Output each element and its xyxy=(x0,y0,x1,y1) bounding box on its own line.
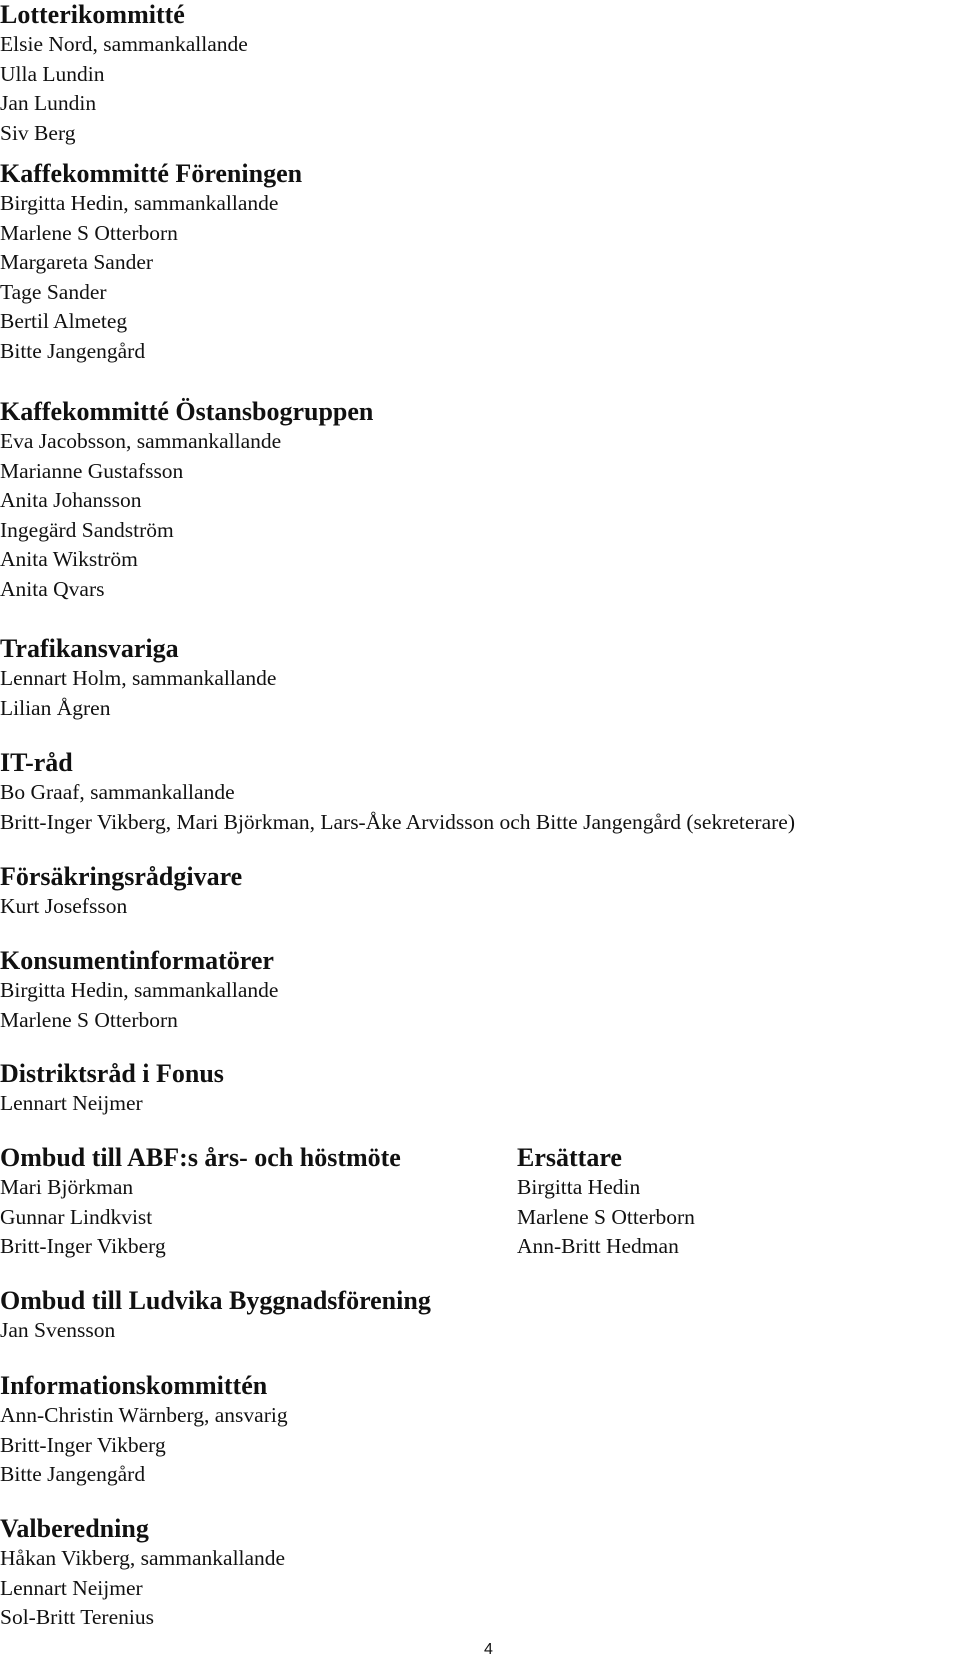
section-heading: Kaffekommitté Östansbogruppen xyxy=(0,397,374,426)
member-line: Britt-Inger Vikberg xyxy=(0,1234,166,1258)
member-line: Lennart Neijmer xyxy=(0,1091,143,1115)
member-line: Marianne Gustafsson xyxy=(0,458,184,483)
member-line: Marlene S Otterborn xyxy=(517,1204,695,1229)
member-line: Ann-Britt Hedman xyxy=(517,1234,679,1258)
section-informationskommitten xyxy=(0,1371,288,1490)
member-line: Ingegärd Sandström xyxy=(0,517,174,542)
member-line: Kurt Josefsson xyxy=(0,894,128,918)
member-line: Birgitta Hedin, sammankallande xyxy=(0,978,279,1002)
section-it-rad xyxy=(0,748,795,837)
member-line: Jan Svensson xyxy=(0,1318,116,1342)
member-line: Lilian Ågren xyxy=(0,695,111,720)
member-line: Anita Wikström xyxy=(0,547,138,571)
member-line: Birgitta Hedin xyxy=(517,1175,641,1199)
member-line: Gunnar Lindkvist xyxy=(0,1204,153,1229)
section-heading: Lotterikommitté xyxy=(0,0,185,29)
section-heading: Ersättare xyxy=(517,1143,622,1172)
section-kaffekommitte-foreningen xyxy=(0,159,302,366)
member-line: Anita Johansson xyxy=(0,488,142,512)
member-line: Lennart Neijmer xyxy=(0,1575,143,1600)
section-heading: Kaffekommitté Föreningen xyxy=(0,159,303,188)
member-line: Siv Berg xyxy=(0,120,76,145)
member-line: Tage Sander xyxy=(0,279,107,304)
section-heading: Konsumentinformatörer xyxy=(0,946,274,975)
section-ersattare xyxy=(517,1143,695,1262)
section-konsumentinformatorer xyxy=(0,946,278,1035)
section-valberedning xyxy=(0,1514,285,1633)
section-trafikansvariga xyxy=(0,634,276,723)
member-line: Britt-Inger Vikberg xyxy=(0,1432,166,1457)
section-heading: Informationskommittén xyxy=(0,1371,268,1400)
member-line: Bertil Almeteg xyxy=(0,309,128,333)
section-forsakringsradgivare xyxy=(0,862,242,922)
member-line: Ulla Lundin xyxy=(0,61,105,86)
member-line: Marlene S Otterborn xyxy=(0,1007,178,1032)
section-heading: Valberedning xyxy=(0,1514,149,1543)
section-ombud-abf xyxy=(0,1143,401,1262)
section-ombud-ludvika-byggnadsforening xyxy=(0,1286,431,1346)
member-line: Birgitta Hedin, sammankallande xyxy=(0,191,279,215)
member-line: Håkan Vikberg, sammankallande xyxy=(0,1546,286,1570)
member-line: Margareta Sander xyxy=(0,250,154,274)
page-number: 4 xyxy=(484,1641,493,1658)
section-heading: IT-råd xyxy=(0,748,73,777)
member-line: Britt-Inger Vikberg, Mari Björkman, Lars-Åke Arvidsson och Bitte Jangengård (sekreterare) xyxy=(0,809,795,834)
member-line: Bitte Jangengård xyxy=(0,338,146,363)
member-line: Mari Björkman xyxy=(0,1175,134,1199)
section-heading: Ombud till Ludvika Byggnadsförening xyxy=(0,1286,431,1315)
member-line: Bitte Jangengård xyxy=(0,1462,146,1486)
section-heading: Distriktsråd i Fonus xyxy=(0,1059,224,1088)
member-line: Lennart Holm, sammankallande xyxy=(0,666,277,690)
member-line: Ann-Christin Wärnberg, ansvarig xyxy=(0,1403,288,1427)
section-lotterikommitte xyxy=(0,0,248,148)
member-line: Sol-Britt Terenius xyxy=(0,1605,154,1629)
section-heading: Trafikansvariga xyxy=(0,634,179,663)
member-line: Jan Lundin xyxy=(0,91,97,115)
member-line: Anita Qvars xyxy=(0,576,105,601)
section-distriktsrad-fonus xyxy=(0,1059,224,1119)
section-heading: Ombud till ABF:s års- och höstmöte xyxy=(0,1143,401,1172)
member-line: Bo Graaf, sammankallande xyxy=(0,780,235,804)
member-line: Elsie Nord, sammankallande xyxy=(0,32,248,56)
section-kaffekommitte-ostansbogruppen xyxy=(0,397,373,604)
member-line: Eva Jacobsson, sammankallande xyxy=(0,429,282,453)
section-heading: Försäkringsrådgivare xyxy=(0,862,243,891)
member-line: Marlene S Otterborn xyxy=(0,220,178,245)
